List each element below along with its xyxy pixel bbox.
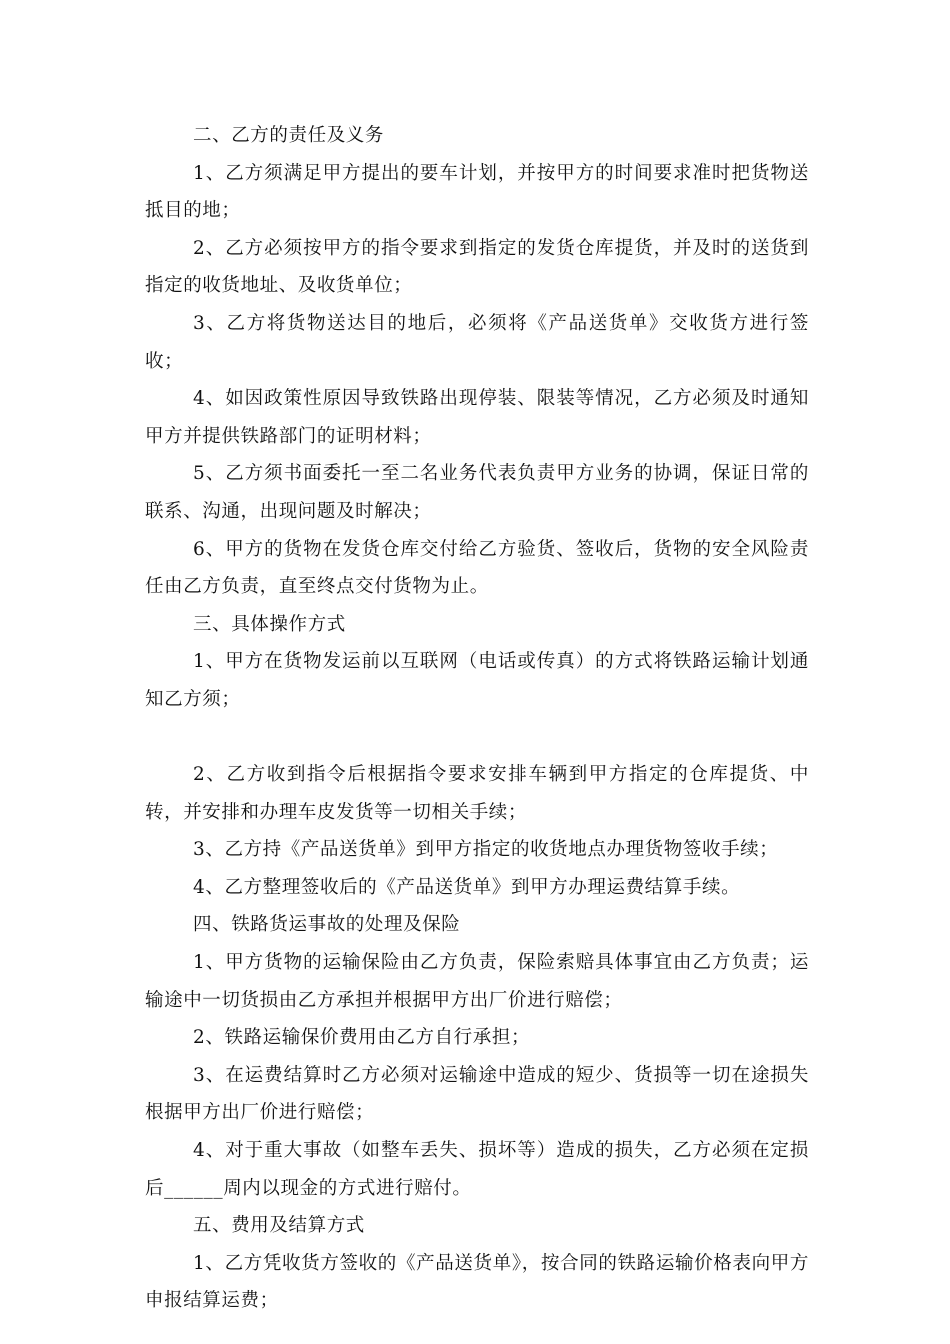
section-heading-3: 三、具体操作方式 <box>193 613 346 635</box>
document-body <box>145 117 809 1320</box>
clause-2-4: 4、如因政策性原因导致铁路出现停装、限装等情况，乙方必须及时通知甲方并提供铁路部门的证明材料； <box>145 388 809 447</box>
clause-2-1: 1、乙方须满足甲方提出的要车计划，并按甲方的时间要求准时把货物送抵目的地； <box>145 162 809 222</box>
clause-4-2: 2、铁路运输保价费用由乙方自行承担； <box>193 1027 531 1049</box>
clause-3-1: 1、甲方在货物发运前以互联网（电话或传真）的方式将铁路运输计划通知乙方须； <box>145 651 809 710</box>
section-heading-5: 五、费用及结算方式 <box>193 1215 365 1237</box>
clause-3-3: 3、乙方持《产品送货单》到甲方指定的收货地点办理货物签收手续； <box>193 839 779 861</box>
clause-2-6: 6、甲方的货物在发货仓库交付给乙方验货、签收后，货物的安全风险责任由乙方负责，直至终点交付货物为止。 <box>145 538 809 598</box>
clause-4-4: 4、对于重大事故（如整车丢失、损坏等）造成的损失，乙方必须在定损后______周内以现金的方式进行赔付。 <box>145 1140 809 1199</box>
clause-2-3: 3、乙方将货物送达目的地后，必须将《产品送货单》交收货方进行签收； <box>145 312 809 372</box>
clause-4-1: 1、甲方货物的运输保险由乙方负责，保险索赔具体事宜由乙方负责；运输途中一切货损由乙方承担并根据甲方出厂价进行赔偿； <box>145 952 809 1011</box>
section-heading-4: 四、铁路货运事故的处理及保险 <box>193 914 461 936</box>
clause-3-4: 4、乙方整理签收后的《产品送货单》到甲方办理运费结算手续。 <box>193 876 741 898</box>
clause-2-2: 2、乙方必须按甲方的指令要求到指定的发货仓库提货，并及时的送货到指定的收货地址、及收货单位； <box>145 237 809 297</box>
clause-3-2: 2、乙方收到指令后根据指令要求安排车辆到甲方指定的仓库提货、中转，并安排和办理车皮发货等一切相关手续； <box>145 764 809 823</box>
section-heading-2: 二、乙方的责任及义务 <box>193 125 385 146</box>
clause-4-3: 3、在运费结算时乙方必须对运输途中造成的短少、货损等一切在途损失根据甲方出厂价进行赔偿； <box>145 1064 809 1124</box>
clause-5-1: 1、乙方凭收货方签收的《产品送货单》，按合同的铁路运输价格表向甲方申报结算运费； <box>145 1252 809 1312</box>
clause-2-5: 5、乙方须书面委托一至二名业务代表负责甲方业务的协调，保证日常的联系、沟通，出现问题及时解决； <box>145 463 809 522</box>
